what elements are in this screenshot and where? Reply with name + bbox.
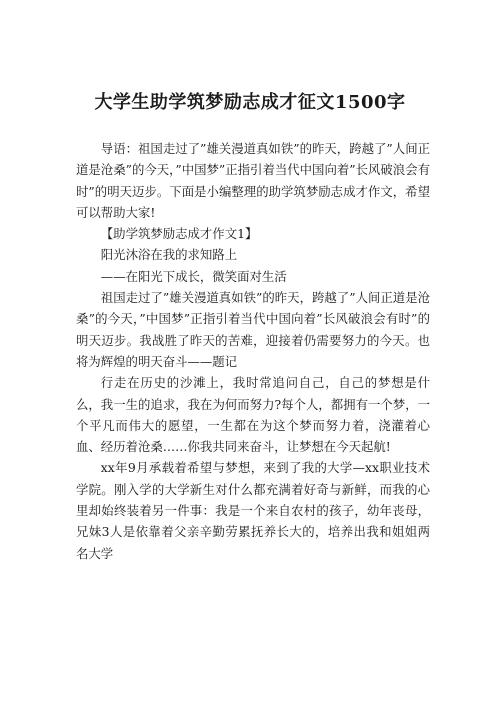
paragraph-essay-subtitle: ——在阳光下成长，微笑面对生活 [100, 268, 287, 284]
paragraph-body: xx年9月承载着希望与梦想，来到了我的大学—xx职业技术学院。刚入学的大学新生对什么都充满着好奇与新鲜，而我的心里却始终装着另一件事：我是一个来自农村的孩子，幼年丧母，兄妹3人是依靠着父亲辛勤劳累抚养长大的，培养出我和姐姐两名大学 [76, 460, 430, 561]
paragraph-intro: 导语：祖国走过了”雄关漫道真如铁”的昨天，跨越了”人间正道是沧桑”的今天，”中国梦”正指引着当代中国向着”长风破浪会有时”的明天迈步。下面是小编整理的助学筑梦励志成才作文，希望可以帮助大家! [76, 141, 430, 220]
paragraph-section-heading: 【助学筑梦励志成才作文1】 [100, 226, 258, 242]
paragraph-essay-title: 阳光沐浴在我的求知路上 [100, 247, 238, 263]
paragraph-body: 祖国走过了”雄关漫道真如铁”的昨天，跨越了”人间正道是沧桑”的今天，”中国梦”正指引着当代中国向着”长风破浪会有时”的明天迈步。我战胜了昨天的苦难，迎接着仍需要努力的今天。也将为辉煌的明天奋斗——题记 [76, 290, 430, 369]
document-title: 大学生助学筑梦励志成才征文1500字 [94, 92, 406, 113]
paragraph-body: 行走在历史的沙滩上，我时常追问自己，自己的梦想是什么，我一生的追求，我在为何而努力?每个人，都拥有一个梦，一个平凡而伟大的愿望，一生都在为这个梦而努力着，浇灌着心血、经历着沧桑……你我共同来奋斗，让梦想在今天起航! [76, 375, 430, 455]
document-body [76, 138, 430, 564]
